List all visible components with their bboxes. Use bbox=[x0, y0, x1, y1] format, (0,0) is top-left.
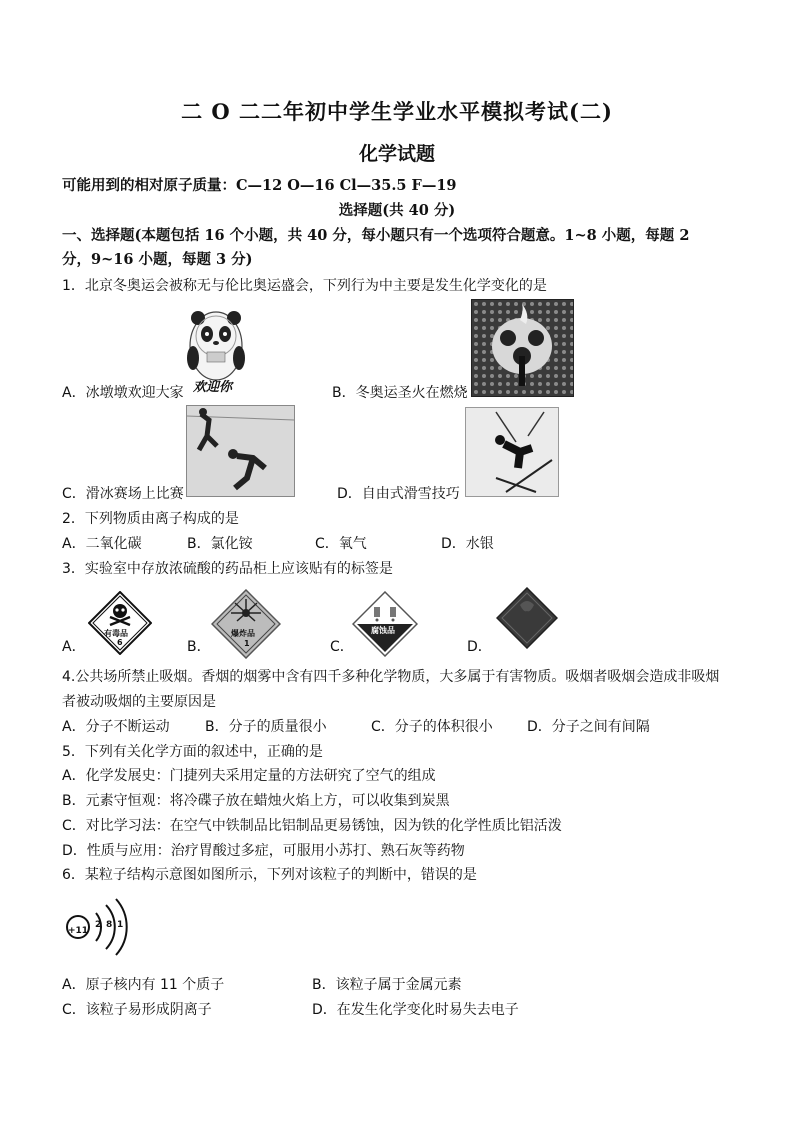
q5-option-c: C．对比学习法：在空气中铁制品比铝制品更易锈蚀，因为铁的化学性质比铝活泼 bbox=[62, 818, 562, 834]
exam-title: 二 O 二二年初中学生学业水平模拟考试(二) bbox=[181, 99, 613, 124]
q4-option-d: D．分子之间有间隔 bbox=[527, 719, 650, 735]
q4-option-c: C．分子的体积很小 bbox=[371, 719, 493, 735]
q5-stem: 5．下列有关化学方面的叙述中，正确的是 bbox=[62, 744, 323, 760]
explosive-label-text: 爆炸品 bbox=[231, 629, 255, 638]
q3-option-d: D． bbox=[467, 639, 492, 655]
q2-stem: 2．下列物质由离子构成的是 bbox=[62, 511, 239, 527]
q5-option-d: D．性质与应用：治疗胃酸过多症，可服用小苏打、熟石灰等药物 bbox=[62, 843, 465, 859]
olympic-torch-image bbox=[471, 299, 574, 397]
q4-option-b: B．分子的质量很小 bbox=[205, 719, 327, 735]
explosive-label-number: 1 bbox=[244, 639, 250, 648]
q2-option-b: B．氯化铵 bbox=[187, 536, 253, 552]
mascot-caption: 欢迎你 bbox=[193, 380, 233, 395]
nucleus-charge: +11 bbox=[68, 926, 89, 936]
q3-stem: 3．实验室中存放浓硫酸的药品柜上应该贴有的标签是 bbox=[62, 561, 393, 577]
dark-hazard-label-image bbox=[496, 587, 558, 649]
section-intro-line-1: 一、选择题(本题包括 16 个小题，共 40 分，每小题只有一个选项符合题意。1~8 小题，每题 2 bbox=[62, 227, 690, 244]
exam-subtitle: 化学试题 bbox=[358, 143, 435, 165]
q6-option-c: C．该粒子易形成阴离子 bbox=[62, 1002, 212, 1018]
q3-option-c: C． bbox=[330, 639, 354, 655]
freestyle-skiing-image bbox=[465, 407, 559, 497]
q2-option-a: A．二氧化碳 bbox=[62, 536, 142, 552]
q6-option-a: A．原子核内有 11 个质子 bbox=[62, 977, 225, 993]
explosive-label-image bbox=[211, 589, 281, 659]
shell-2-electrons: 8 bbox=[106, 920, 113, 930]
speed-skating-image bbox=[186, 405, 295, 497]
q1-stem: 1．北京冬奥运会被称无与伦比奥运盛会，下列行为中主要是发生化学变化的是 bbox=[62, 278, 547, 294]
q1-option-a: A．冰墩墩欢迎大家 bbox=[62, 385, 184, 401]
q1-option-c: C．滑冰赛场上比赛 bbox=[62, 486, 184, 502]
q2-option-c: C．氧气 bbox=[315, 536, 367, 552]
q6-option-d: D．在发生化学变化时易失去电子 bbox=[312, 1002, 519, 1018]
toxic-label-number: 6 bbox=[117, 638, 123, 647]
q1-option-d: D．自由式滑雪技巧 bbox=[337, 486, 460, 502]
q3-option-a: A． bbox=[62, 639, 86, 655]
q6-stem: 6．某粒子结构示意图如图所示，下列对该粒子的判断中，错误的是 bbox=[62, 867, 477, 883]
q4-stem-line-2: 者被动吸烟的主要原因是 bbox=[62, 694, 216, 710]
corrosive-label-image bbox=[352, 591, 418, 657]
section-title: 选择题(共 40 分) bbox=[338, 202, 456, 219]
corrosive-label-text: 腐蚀品 bbox=[371, 626, 395, 635]
q3-option-b: B． bbox=[187, 639, 211, 655]
q4-stem-line-1: 4.公共场所禁止吸烟。香烟的烟雾中含有四千多种化学物质，大多属于有害物质。吸烟者吸烟会造成非吸烟 bbox=[62, 669, 720, 685]
q1-option-b: B．冬奥运圣火在燃烧 bbox=[332, 385, 468, 401]
shell-3-electrons: 1 bbox=[117, 920, 124, 930]
q5-option-a: A．化学发展史：门捷列夫采用定量的方法研究了空气的组成 bbox=[62, 768, 436, 784]
section-intro-line-2: 分，9~16 小题，每题 3 分) bbox=[62, 251, 253, 268]
shell-1-electrons: 2 bbox=[95, 920, 102, 930]
atomic-mass-line: 可能用到的相对原子质量：C—12 O—16 Cl—35.5 F—19 bbox=[62, 177, 457, 194]
q6-option-b: B．该粒子属于金属元素 bbox=[312, 977, 462, 993]
q5-option-b: B．元素守恒观：将冷碟子放在蜡烛火焰上方，可以收集到炭黑 bbox=[62, 793, 450, 809]
q4-option-a: A．分子不断运动 bbox=[62, 719, 170, 735]
q2-option-d: D．水银 bbox=[441, 536, 494, 552]
toxic-label-text: 有毒品 bbox=[104, 629, 128, 638]
